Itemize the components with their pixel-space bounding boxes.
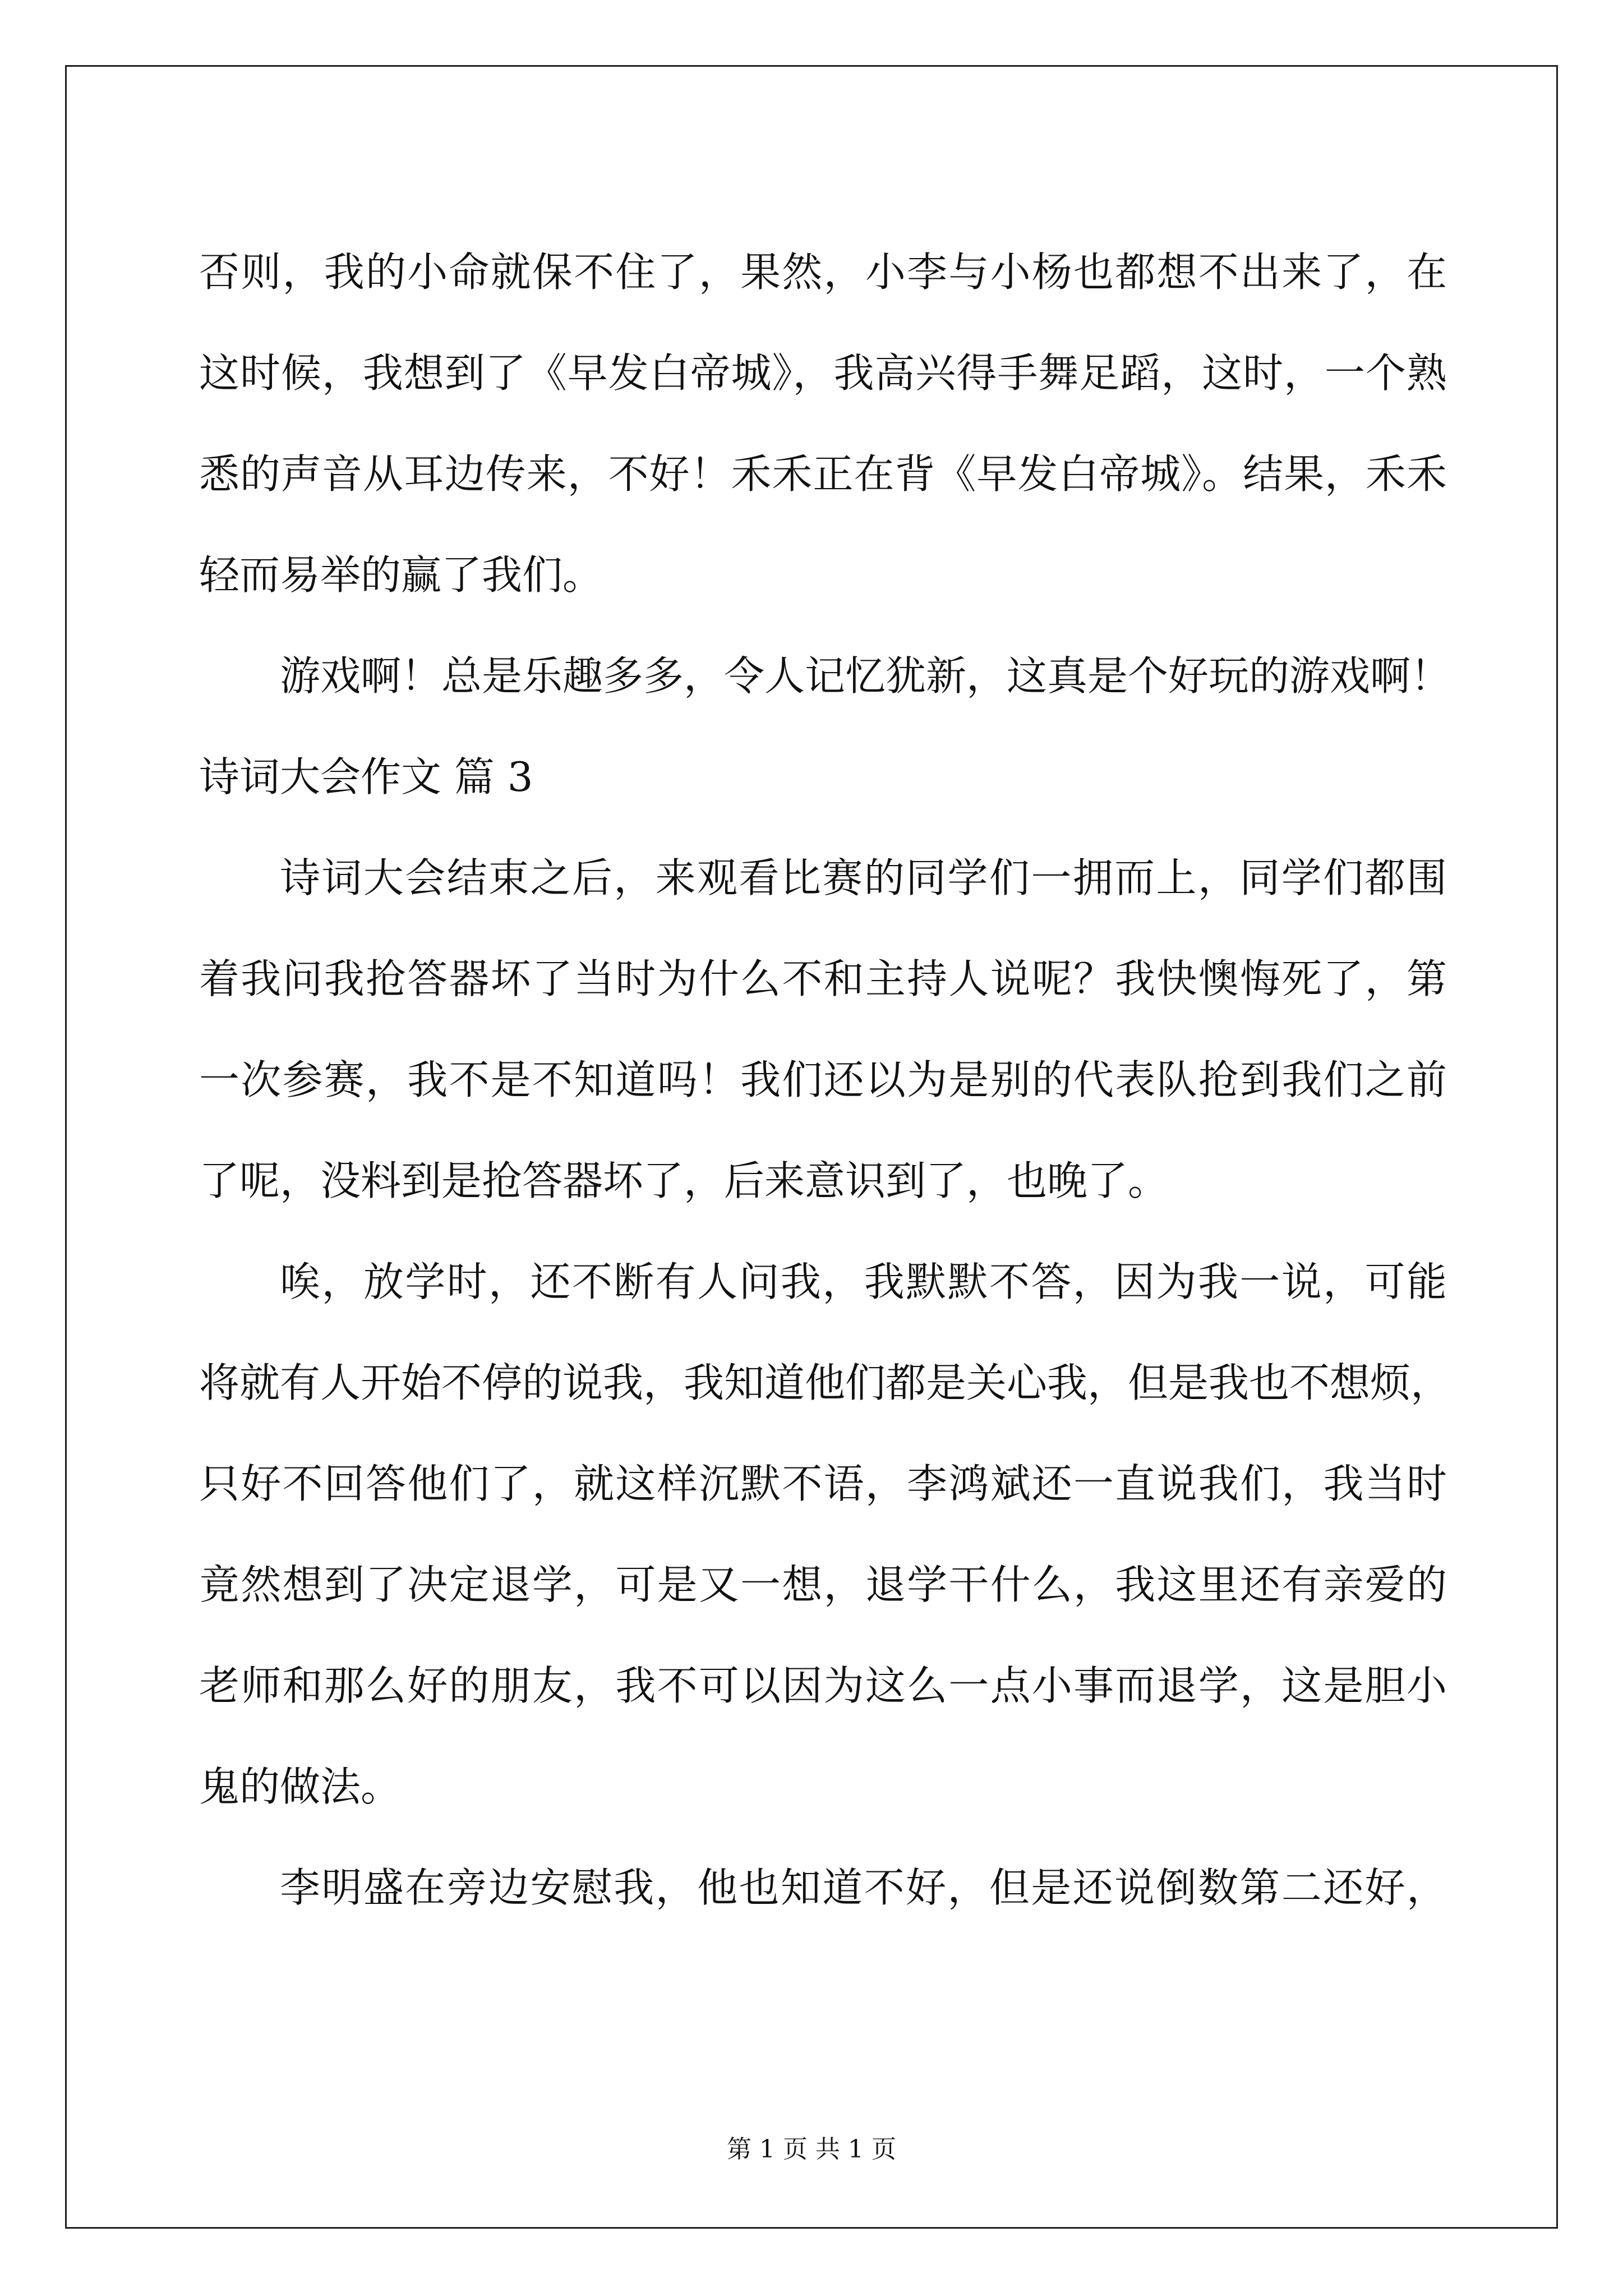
text-line: 李明盛在旁边安慰我，他也知道不好，但是还说倒数第二还好，	[280, 1864, 1447, 1911]
text-line: 诗词大会结束之后，来观看比赛的同学们一拥而上，同学们都围	[280, 854, 1447, 901]
text-line: 将就有人开始不停的说我，我知道他们都是关心我，但是我也不想烦，	[199, 1359, 1451, 1406]
text-line: 悉的声音从耳边传来，不好！禾禾正在背《早发白帝城》。结果，禾禾	[199, 450, 1447, 498]
text-line: 着我问我抢答器坏了当时为什么不和主持人说呢？我快懊悔死了，第	[199, 955, 1447, 1002]
text-line: 竟然想到了决定退学，可是又一想，退学干什么，我这里还有亲爱的	[199, 1561, 1447, 1608]
text-line: 否则，我的小命就保不住了，果然，小李与小杨也都想不出来了，在	[199, 249, 1447, 296]
text-line: 轻而易举的赢了我们。	[199, 551, 603, 599]
text-line: 唉，放学时，还不断有人问我，我默默不答，因为我一说，可能	[280, 1258, 1447, 1305]
text-line: 游戏啊！总是乐趣多多，令人记忆犹新，这真是个好玩的游戏啊！	[280, 652, 1451, 700]
text-line: 这时候，我想到了《早发白帝城》，我高兴得手舞足蹈，这时，一个熟	[199, 349, 1447, 397]
text-line: 了呢，没料到是抢答器坏了，后来意识到了，也晚了。	[199, 1157, 1169, 1204]
text-line: 一次参赛，我不是不知道吗！我们还以为是别的代表队抢到我们之前	[199, 1056, 1447, 1103]
text-line: 鬼的做法。	[199, 1763, 402, 1810]
document-body	[199, 222, 1451, 1938]
text-line: 诗词大会作文 篇 3	[199, 753, 533, 800]
text-line: 只好不回答他们了，就这样沉默不语，李鸿斌还一直说我们，我当时	[199, 1460, 1447, 1507]
text-line: 老师和那么好的朋友，我不可以因为这么一点小事而退学，这是胆小	[199, 1662, 1447, 1709]
page-footer: 第 1 页 共 1 页	[727, 2135, 896, 2164]
